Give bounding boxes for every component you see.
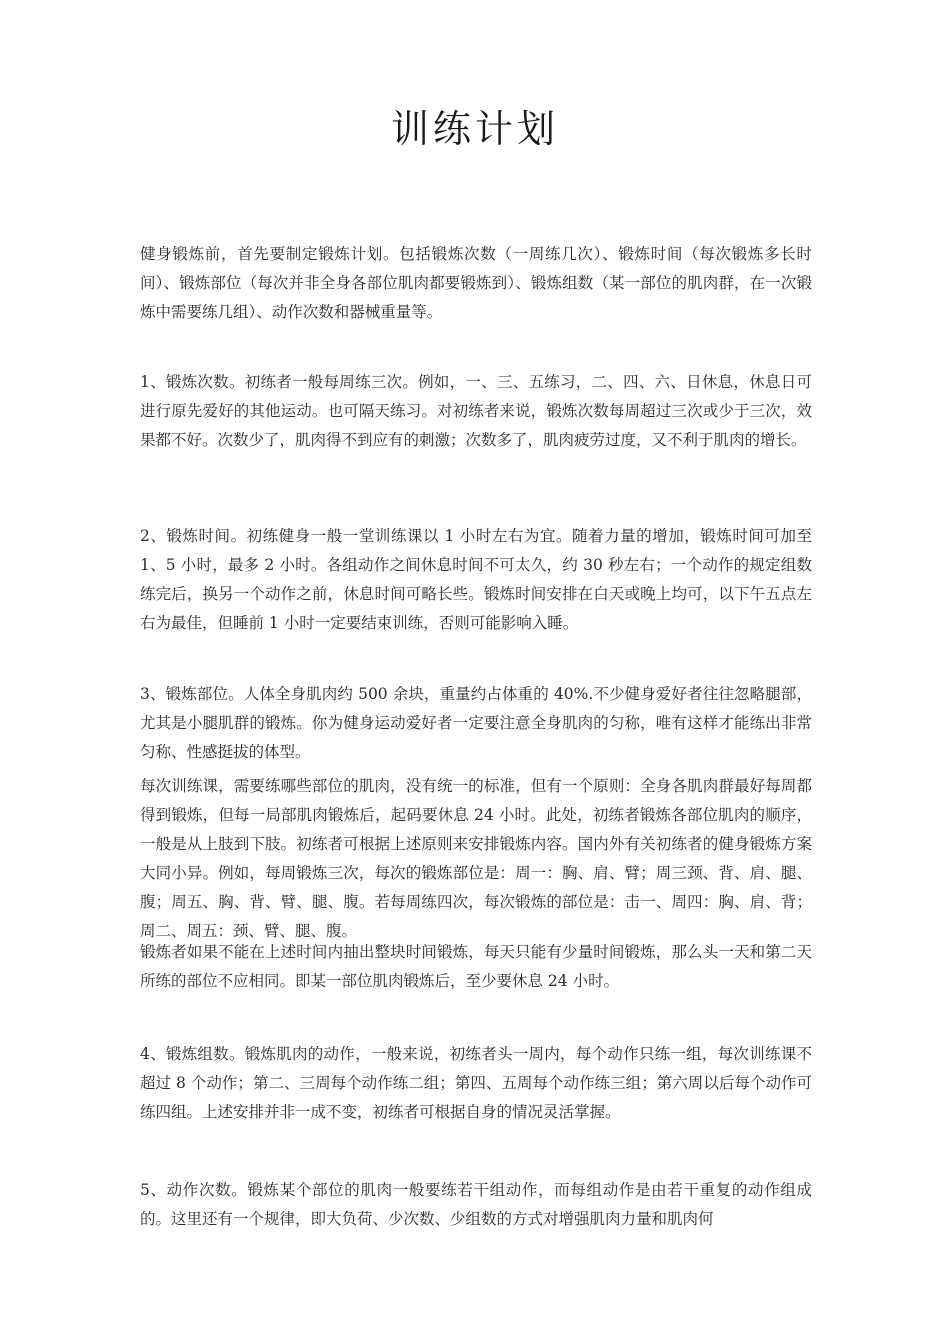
page-title: 训练计划 <box>390 107 559 151</box>
section-3-paragraph: 3、锻炼部位。人体全身肌肉约 500 余块，重量约占体重的 40%.不少健身爱好者往往忽略腿部，尤其是小腿肌群的锻炼。你为健身运动爱好者一定要注意全身肌肉的匀称，唯有这样才能练出非常匀称、性感挺拔的体型。 <box>140 685 812 761</box>
section-2-paragraph: 2、锻炼时间。初练健身一般一堂训练课以 1 小时左右为宜。随着力量的增加，锻炼时间可加至 1、5 小时，最多 2 小时。各组动作之间休息时间不可太久，约 30 秒左右；一个动作的规定组数练完后，换另一个动作之前，休息时间可略长些。锻炼时间安排在白天或晚上均可，以下午五点左右为最佳，但睡前 1 小时一定要结束训练，否则可能影响入睡。 <box>140 527 812 632</box>
section-5-paragraph: 5、动作次数。锻炼某个部位的肌肉一般要练若干组动作，而每组动作是由若干重复的动作组成的。这里还有一个规律，即大负荷、少次数、少组数的方式对增强肌肉力量和肌肉何 <box>140 1181 812 1228</box>
intro-paragraph: 健身锻炼前，首先要制定锻炼计划。包括锻炼次数（一周练几次）、锻炼时间（每次锻炼多长时间）、锻炼部位（每次并非全身各部位肌肉都要锻炼到）、锻炼组数（某一部位的肌肉群，在一次锻炼中需要练几组）、动作次数和器械重量等。 <box>140 245 812 321</box>
section-4-paragraph: 4、锻炼组数。锻炼肌肉的动作，一般来说，初练者头一周内，每个动作只练一组，每次训练课不超过 8 个动作；第二、三周每个动作练二组；第四、五周每个动作练三组；第六周以后每个动作可练四组。上述安排并非一成不变，初练者可根据自身的情况灵活掌握。 <box>140 1045 812 1121</box>
section-3-note-paragraph: 锻炼者如果不能在上述时间内抽出整块时间锻炼，每天只能有少量时间锻炼，那么头一天和第二天所练的部位不应相同。即某一部位肌肉锻炼后，至少要休息 24 小时。 <box>140 943 812 990</box>
section-3-detail-paragraph: 每次训练课，需要练哪些部位的肌肉，没有统一的标准，但有一个原则：全身各肌肉群最好每周都得到锻炼，但每一局部肌肉锻炼后，起码要休息 24 小时。此处，初练者锻炼各部位肌肉的顺序，一般是从上肢到下肢。初练者可根据上述原则来安排锻炼内容。国内外有关初练者的健身锻炼方案大同小异。例如，每周锻炼三次，每次的锻炼部位是：周一：胸、肩、臂；周三颈、背、肩、腿、腹；周五、胸、背、臂、腿、腹。若每周练四次，每次锻炼的部位是：击一、周四：胸、肩、背；周二、周五：颈、臂、腿、腹。 <box>140 777 812 940</box>
section-1-paragraph: 1、锻炼次数。初练者一般每周练三次。例如，一、三、五练习，二、四、六、日休息，休息日可进行原先爱好的其他运动。也可隔天练习。对初练者来说，锻炼次数每周超过三次或少于三次，效果都不好。次数少了，肌肉得不到应有的刺激；次数多了，肌肉疲劳过度，又不利于肌肉的增长。 <box>140 373 812 449</box>
